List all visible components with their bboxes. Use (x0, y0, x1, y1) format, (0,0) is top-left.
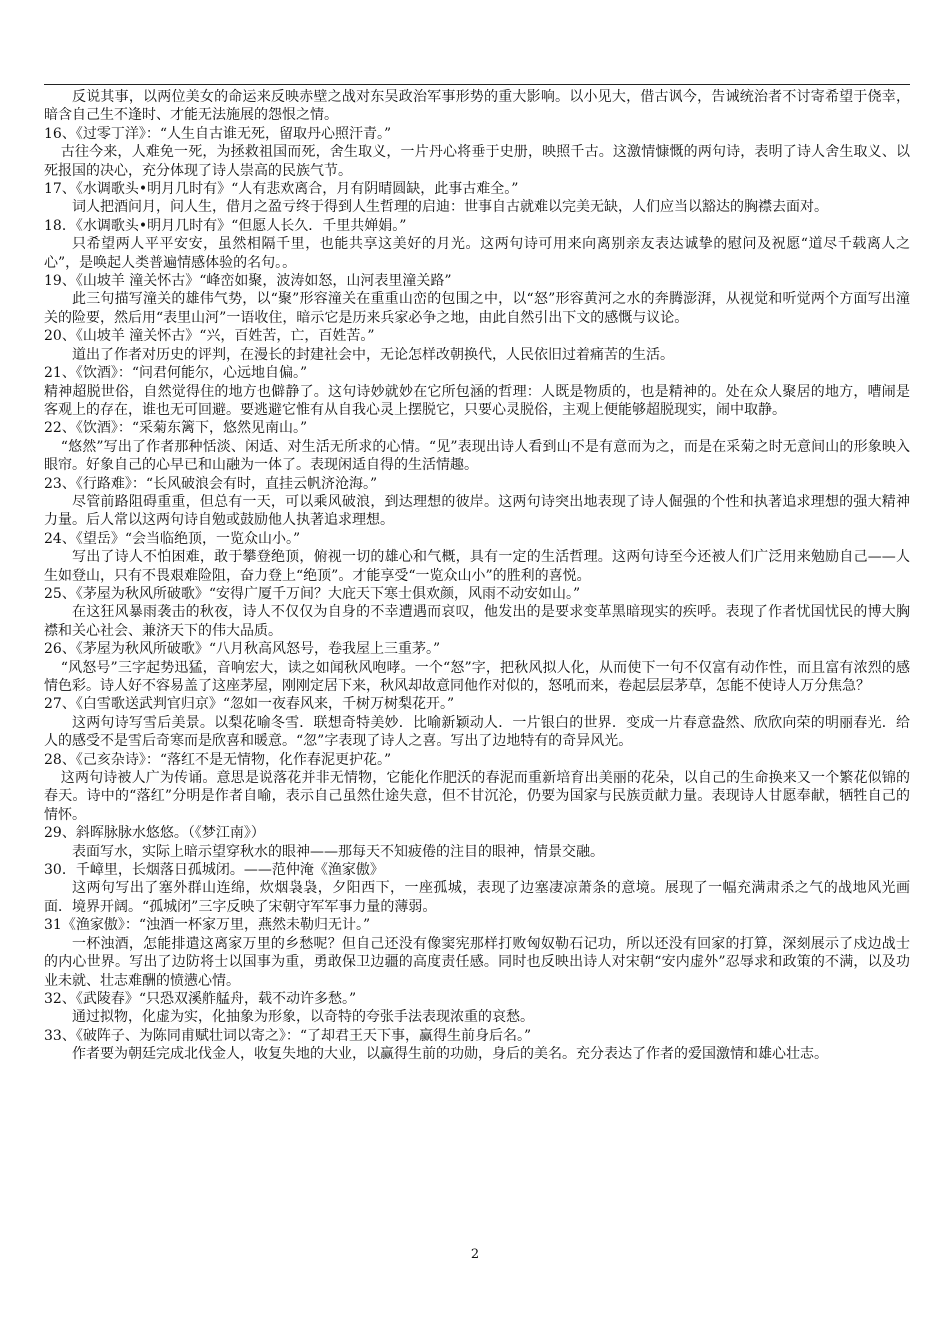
paragraph: 这两句诗被人广为传诵。意思是说落花并非无情物，它能化作肥沃的春泥而重新培育出美丽的花朵，以自己的生命换来又一个繁花似锦的春天。诗中的“落红”分明是作者自喻，表示自己虽然仕途失意，但不甘沉沦，仍要为国家与民族贡献力量。表现诗人甘愿奉献，牺牲自己的情怀。 (44, 770, 910, 823)
paragraph: 作者要为朝廷完成北伐金人，收复失地的大业，以赢得生前的功勋，身后的美名。充分表达了作者的爱国激情和雄心壮志。 (72, 1046, 828, 1063)
poem-heading: 16、《过零丁洋》：“人生自古谁无死，留取丹心照汗青。” (44, 125, 392, 142)
poem-heading: 29、斜晖脉脉水悠悠。（《梦江南》） (44, 825, 265, 842)
poem-heading: 25、《茅屋为秋风所破歌》“安得广厦千万间？大庇天下寒士俱欢颜，风雨不动安如山。” (44, 585, 581, 602)
poem-heading: 24、《望岳》“会当临绝顶，一览众山小。” (44, 530, 301, 547)
paragraph: 一杯浊酒，怎能排遣这离家万里的乡愁呢？但自己还没有像窦宪那样打败匈奴勒石记功，所以还没有回家的打算，深刻展示了戍边战士的内心世界。写出了边防将士以国事为重，勇敢保卫边疆的高度责任感。同时也反映出诗人对宋朝“安内虚外”忍辱求和政策的不满，以及功业未就、壮志难酬的愤懑心情。 (44, 935, 910, 989)
poem-heading: 17、《水调歌头•明月几时有》“人有悲欢离合，月有阴晴圆缺，此事古难全。” (44, 181, 519, 198)
poem-heading: 33、《破阵子、为陈同甫赋壮词以寄之》：“了却君王天下事，赢得生前身后名。” (44, 1027, 532, 1044)
poem-heading: 31《渔家傲》：“浊酒一杯家万里，燕然未勒归无计。” (44, 917, 371, 934)
poem-heading: 30．千嶂里，长烟落日孤城闭。——范仲淹《渔家傲》 (44, 862, 384, 879)
poem-heading: 19、《山坡羊 潼关怀古》“峰峦如聚，波涛如怒，山河表里潼关路” (44, 273, 452, 290)
paragraph: 通过拟物，化虚为实，化抽象为形象，以奇特的夸张手法表现浓重的哀愁。 (72, 1009, 534, 1026)
poem-heading: 27、《白雪歌送武判官归京》“忽如一夜春风来，千树万树梨花开。” (44, 696, 455, 713)
document-body (44, 88, 910, 1064)
paragraph: 在这狂风暴雨袭击的秋夜，诗人不仅仅为自身的不幸遭遇而哀叹，他发出的是要求变革黑暗现实的疾呼。表现了作者忧国忧民的博大胸襟和关心社会、兼济天下的伟大品质。 (44, 604, 910, 639)
poem-heading: 32、《武陵春》“只恐双溪舴艋舟，载不动许多愁。” (44, 990, 357, 1007)
poem-heading: 28、《己亥杂诗》：“落红不是无情物，化作春泥更护花。” (44, 751, 392, 768)
paragraph: “悠然”写出了作者那种恬淡、闲适、对生活无所求的心情。“见”表现出诗人看到山不是有意而为之，而是在采菊之时无意间山的形象映入眼帘。好象自己的心早已和山融为一体了。表现闲适自得的生活情趣。 (44, 438, 910, 474)
poem-heading: 26、《茅屋为秋风所破歌》“八月秋高风怒号，卷我屋上三重茅。” (44, 641, 441, 658)
paragraph: 只希望两人平平安安，虽然相隔千里，也能共享这美好的月光。这两句诗可用来向离别亲友表达诚挚的慰问及祝愿“道尽千载离人之心”，是唤起人类普遍情感体验的名句。。 (44, 236, 910, 271)
poem-heading: 21、《饮酒》：“问君何能尔，心远地自偏。” (44, 365, 308, 382)
poem-heading: 22、《饮酒》：“采菊东篱下，悠然见南山。” (44, 420, 308, 437)
paragraph: 写出了诗人不怕困难，敢于攀登绝顶，俯视一切的雄心和气概，具有一定的生活哲理。这两句诗至今还被人们广泛用来勉励自己——人生如登山，只有不畏艰难险阻，奋力登上“绝顶”。才能享受“一览众山小”的胜利的喜悦。 (44, 549, 910, 584)
paragraph: “风怒号”三字起势迅猛，音响宏大，读之如闻秋风咆哮。一个“怒”字，把秋风拟人化，从而使下一句不仅富有动作性，而且富有浓烈的感情色彩。诗人好不容易盖了这座茅屋，刚刚定居下来，秋风却故意同他作对似的，怒吼而来，卷起层层茅草，怎能不使诗人万分焦急？ (44, 659, 910, 694)
poem-heading: 20、《山坡羊 潼关怀古》“兴，百姓苦，亡，百姓苦。” (44, 328, 375, 345)
poem-heading: 18．《水调歌头•明月几时有》“但愿人长久．千里共婵娟。” (44, 217, 407, 234)
poem-heading: 23、《行路难》：“长风破浪会有时，直挂云帆济沧海。” (44, 475, 378, 492)
paragraph: 道出了作者对历史的评判，在漫长的封建社会中，无论怎样改朝换代，人民依旧过着痛苦的生活。 (72, 346, 674, 363)
paragraph: 反说其事，以两位美女的命运来反映赤壁之战对东吴政治军事形势的重大影响。以小见大，借古讽今，告诫统治者不讨寄希望于侥幸，暗含自己生不逢时、才能无法施展的怨恨之情。 (44, 89, 910, 124)
paragraph: 表面写水，实际上暗示望穿秋水的眼神——那每天不知疲倦的注目的眼神，情景交融。 (72, 843, 604, 860)
paragraph: 这两句诗写雪后美景。以梨花喻冬雪．联想奇特美妙．比喻新颖动人．一片银白的世界．变成一片春意盎然、欣欣向荣的明丽春光．给人的感受不是雪后奇寒而是欣喜和暖意。“忽”字表现了诗人之喜。写出了边地特有的奇异风光。 (44, 714, 910, 750)
page-number: 2 (470, 1247, 480, 1262)
paragraph: 古往今来，人难免一死，为拯救祖国而死，舍生取义，一片丹心将垂于史册，映照千古。这激情慷慨的两句诗，表明了诗人舍生取义、以死报国的决心，充分体现了诗人崇高的民族气节。 (44, 144, 910, 179)
paragraph: 这两句写出了塞外群山连绵，炊烟袅袅，夕阳西下，一座孤城，表现了边塞凄凉萧条的意境。展现了一幅充满肃杀之气的战地风光画面．境界开阔。“孤城闭”三字反映了宋朝守军军事力量的薄弱。 (44, 880, 910, 915)
paragraph: 精神超脱世俗，自然觉得住的地方也僻静了。这句诗妙就妙在它所包涵的哲理：人既是物质的，也是精神的。处在众人聚居的地方，嘈闹是客观上的存在，谁也无可回避。要逃避它惟有从自我心灵上摆脱它，只要心灵脱俗，主观上便能够超脱现实，闹中取静。 (44, 383, 910, 418)
header-rule (44, 84, 910, 85)
paragraph: 尽管前路阻碍重重，但总有一天，可以乘风破浪，到达理想的彼岸。这两句诗突出地表现了诗人倔强的个性和执著追求理想的强大精神力量。后人常以这两句诗自勉或鼓励他人执著追求理想。 (44, 493, 910, 529)
paragraph: 词人把酒问月，问人生，借月之盈亏终于得到人生哲理的启迪：世事自古就难以完美无缺，人们应当以豁达的胸襟去面对。 (72, 199, 828, 216)
paragraph: 此三句描写潼关的雄伟气势，以“聚”形容潼关在重重山峦的包围之中，以“怒”形容黄河之水的奔腾澎湃，从视觉和听觉两个方面写出潼关的险要，然后用“表里山河”一语收住，暗示它是历来兵家必争之地，由此自然引出下文的感慨与议论。 (44, 291, 910, 326)
